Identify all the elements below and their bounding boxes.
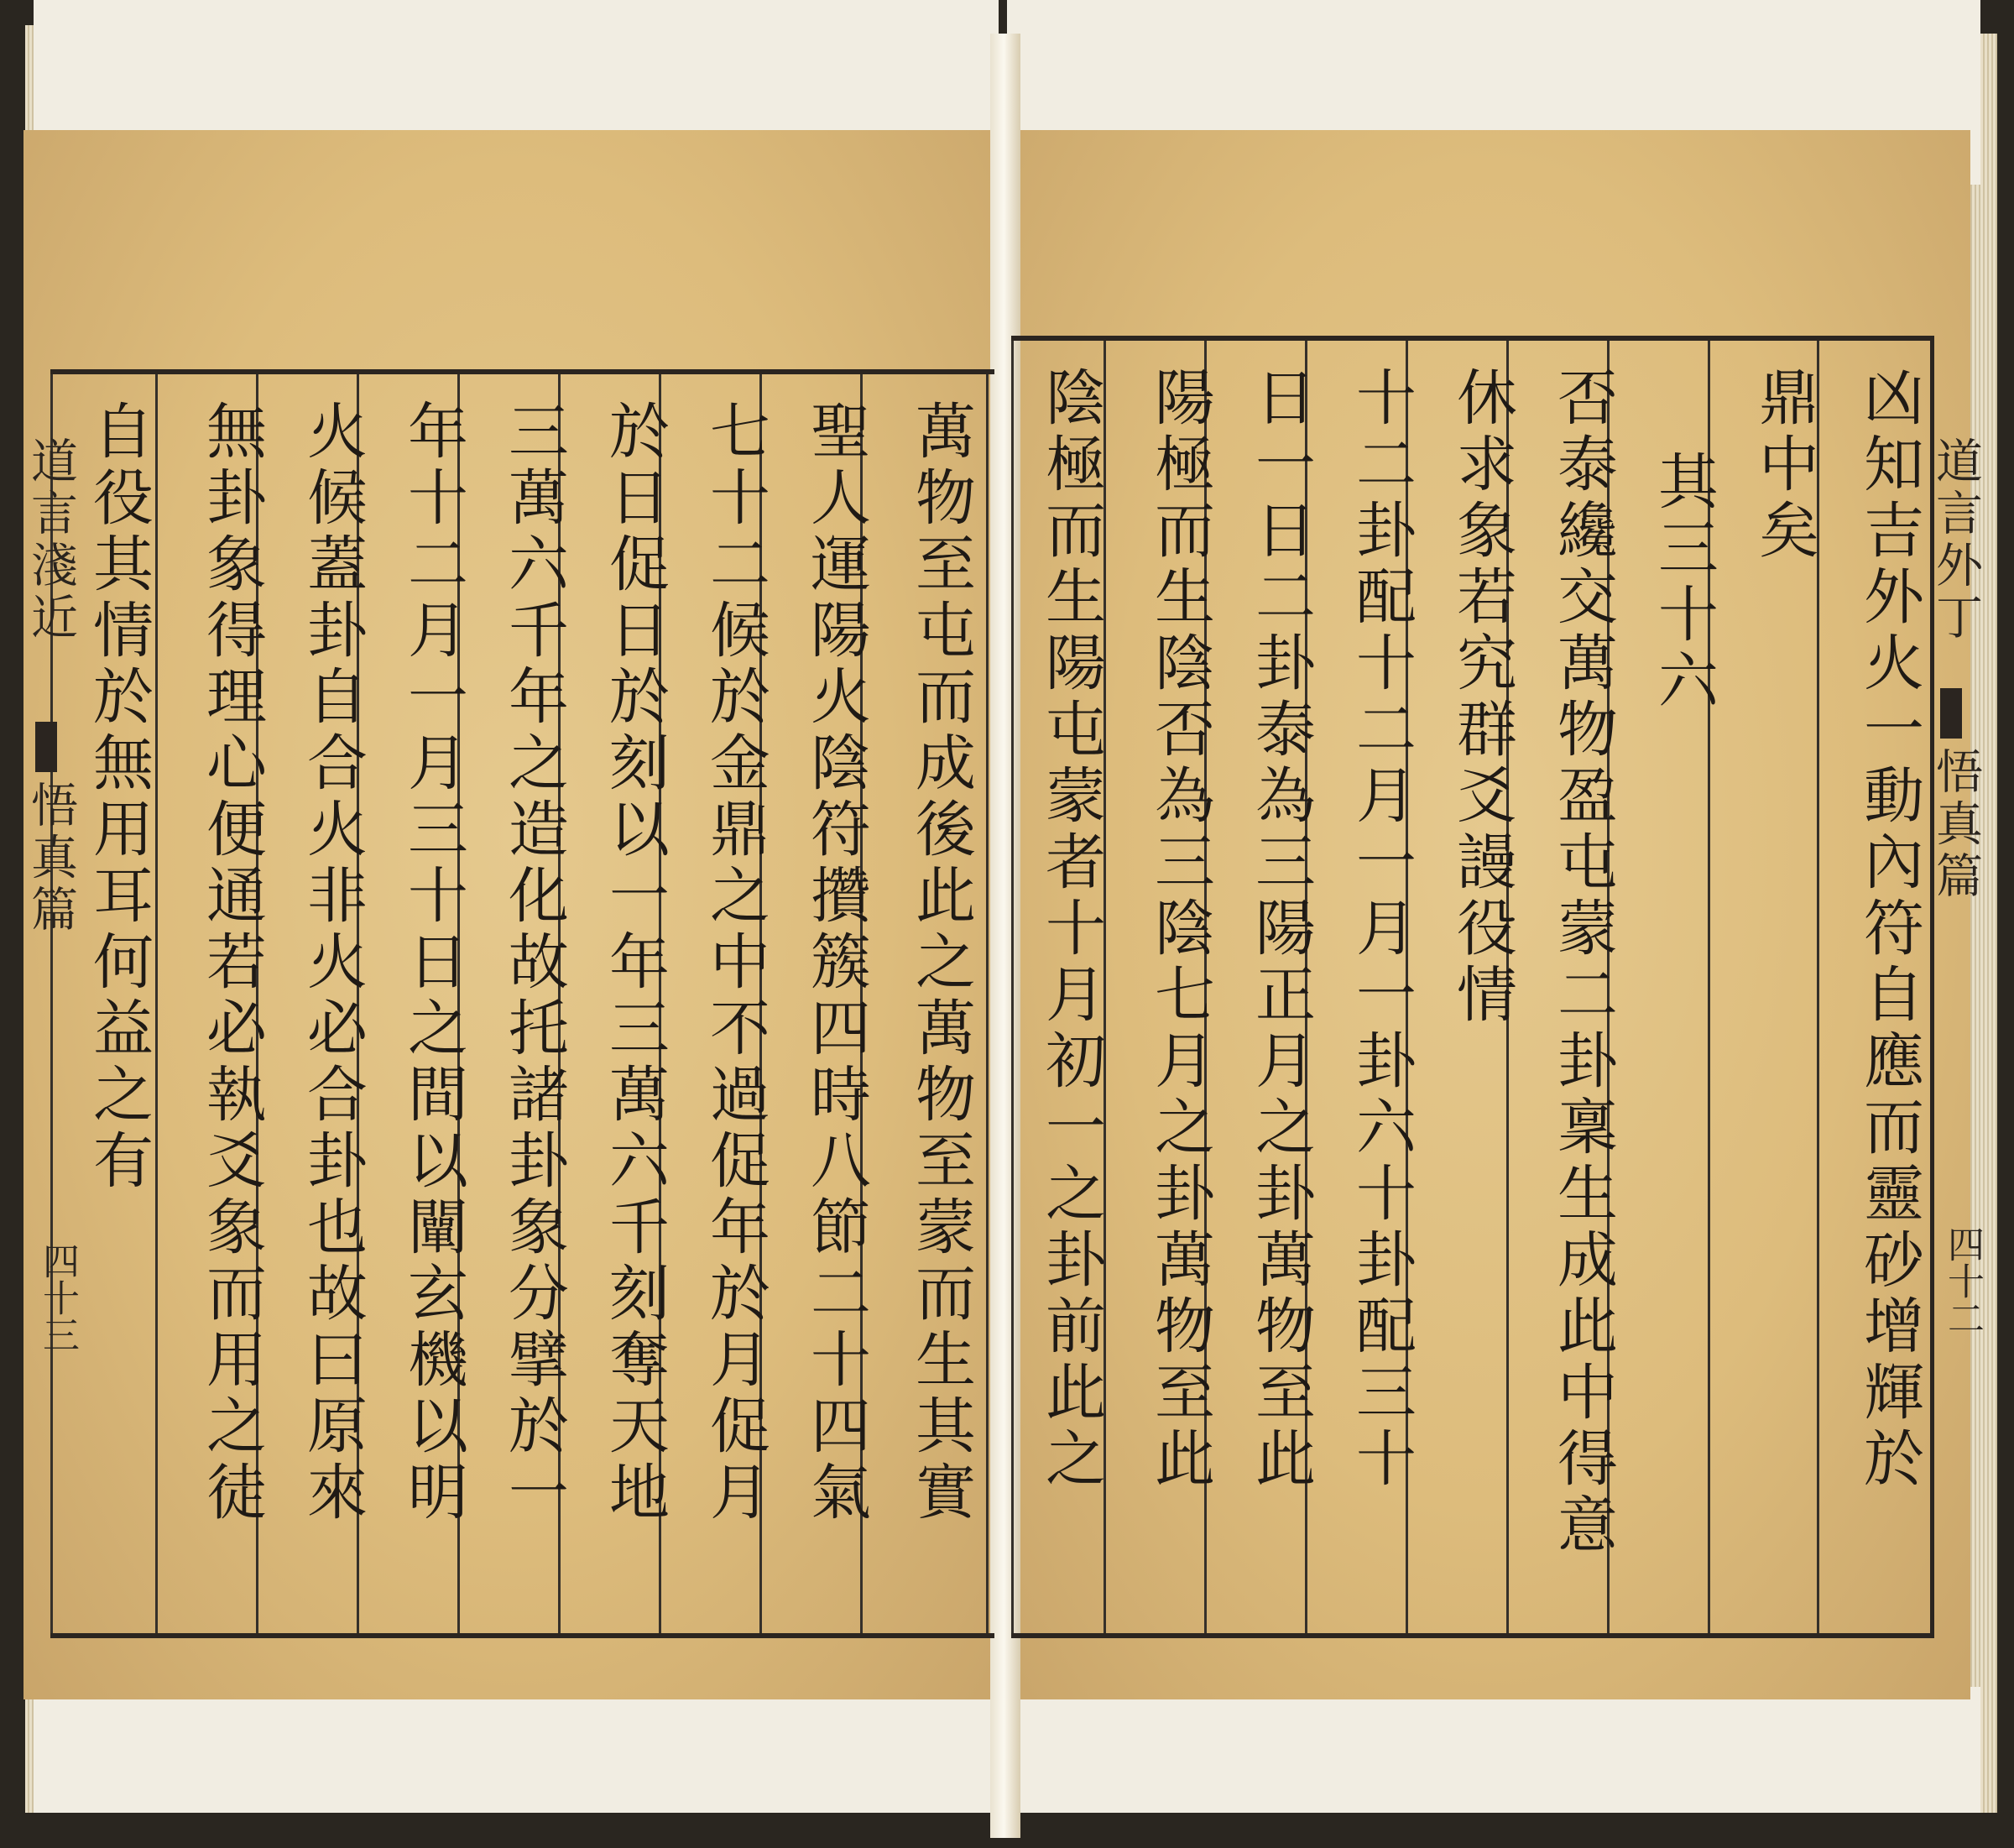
column-rule xyxy=(986,374,989,1633)
text-column: 陰極而生陽屯蒙者十月初一之卦前此之 xyxy=(1036,366,1106,1493)
left-page-number: 四十三 xyxy=(36,1242,79,1353)
text-column: 日一日二卦泰為三陽正月之卦萬物至此 xyxy=(1245,366,1316,1493)
text-column: 休求象若究群爻謾役情 xyxy=(1447,366,1517,1029)
right-chapter-label: 悟真篇 xyxy=(1928,747,1983,903)
text-column: 其三十六 xyxy=(1648,450,1719,715)
text-column: 於日促日於刻以一年三萬六千刻奪天地 xyxy=(599,399,670,1527)
text-column: 萬物至屯而成後此之萬物至蒙而生其實 xyxy=(905,399,976,1527)
right-page-number: 四十二 xyxy=(1941,1225,1984,1336)
left-margin-title: 道言淺近 xyxy=(23,436,78,645)
fold-fishtail-mark xyxy=(35,722,57,772)
blank-sheet-left-bottom xyxy=(34,1687,999,1813)
text-column: 凶知吉外火一動內符自應而靈砂增輝於 xyxy=(1854,366,1924,1493)
left-chapter-label: 悟真篇 xyxy=(23,780,78,937)
column-rule xyxy=(155,374,158,1633)
text-column: 陽極而生陰否為三陰七月之卦萬物至此 xyxy=(1145,366,1215,1493)
text-column: 年十二月一月三十日之間以闡玄機以明 xyxy=(398,399,468,1527)
blank-sheet-right-bottom xyxy=(1007,1687,1980,1813)
left-text-block xyxy=(50,369,994,1638)
text-column: 聖人運陽火陰符攢簇四時八節二十四氣 xyxy=(801,399,871,1527)
text-column: 鼎中矣 xyxy=(1749,366,1819,565)
text-column: 三萬六千年之造化故托諸卦象分擘於一 xyxy=(498,399,569,1527)
text-column: 火候蓋卦自合火非火必合卦也故曰原來 xyxy=(297,399,368,1527)
text-column: 十二卦配十二月一月一卦六十卦配三十 xyxy=(1346,366,1417,1493)
text-column: 無卦象得理心便通若必執爻象而用之徒 xyxy=(196,399,267,1527)
text-column: 否泰纔交萬物盈屯蒙二卦稟生成此中得意 xyxy=(1547,366,1618,1559)
right-text-block xyxy=(1011,336,1934,1638)
text-column: 七十二候於金鼎之中不過促年於月促月 xyxy=(700,399,770,1527)
right-margin-title: 道言外丁 xyxy=(1928,436,1983,645)
fold-fishtail-mark xyxy=(1940,688,1962,739)
column-rule xyxy=(1011,341,1014,1633)
text-column: 自役其情於無用耳何益之有 xyxy=(83,399,154,1195)
